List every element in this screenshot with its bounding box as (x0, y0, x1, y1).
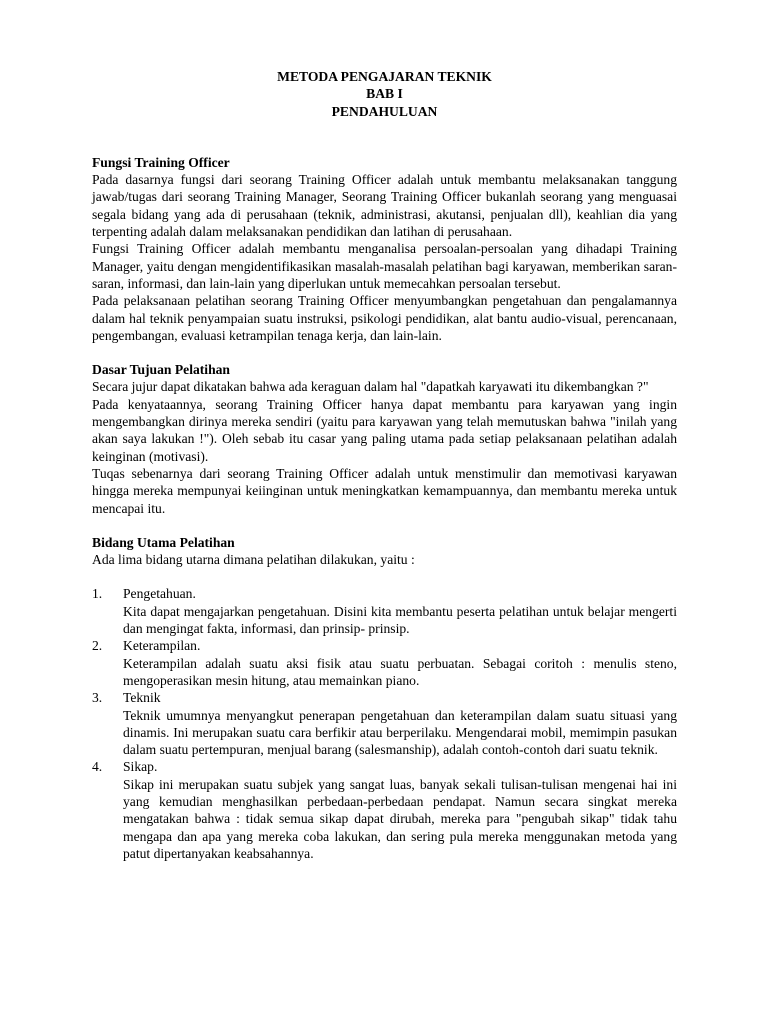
numbered-list (92, 585, 677, 862)
list-item-body (123, 637, 677, 689)
list-item (92, 758, 677, 862)
list-item-title: Keterampilan. (123, 638, 201, 654)
list-item-text: Kita dapat mengajarkan pengetahuan. Disini kita membantu peserta pelatihan untuk belajar mengerti dan mengingat fakta, informasi, dan prinsip- prinsip. (123, 603, 677, 637)
list-item-text: Keterampilan adalah suatu aksi fisik atau suatu perbuatan. Sebagai coritoh : menulis steno, mengoperasikan mesin hitung, atau memainkan piano. (123, 655, 677, 688)
list-number: 3. (92, 690, 103, 706)
section-fungsi-training-officer (92, 154, 677, 344)
section-bidang-utama-pelatihan (92, 534, 677, 862)
document-page (92, 68, 677, 879)
paragraph: Tuqas sebenarnya dari seorang Training Officer adalah untuk menstimulir dan memotivasi karyawan hingga mereka mempunyai keiinginan untuk meningkatkan kemampuannya, dan membantu mereka untuk mencapai itu. (92, 465, 677, 516)
section-heading: Dasar Tujuan Pelatihan (92, 362, 230, 378)
list-item (92, 585, 677, 637)
section-heading: Fungsi Training Officer (92, 154, 230, 170)
list-number: 1. (92, 586, 103, 602)
paragraph: Fungsi Training Officer adalah membantu menganalisa persoalan-persoalan yang dihadapi Training Manager, yaitu dengan mengidentifikasikan masalah-masalah pelatihan bagi karyawan, memberikan saran-saran, informasi, dan lain-lain yang diperlukan untuk memecahkan persoalan tersebut. (92, 241, 677, 291)
list-item-text: Teknik umumnya menyangkut penerapan pengetahuan dan keterampilan dalam suatu situasi yang dinamis. Ini merupakan suatu cara berfikir atau berperilaku. Mengendarai mobil, memimpin pasukan dalam suatu pertempuran, menjual barang (salesmanship), adalah contoh-contoh dari suatu teknik. (123, 707, 677, 758)
title-block (92, 68, 677, 120)
paragraph: Secara jujur dapat dikatakan bahwa ada keraguan dalam hal "dapatkah karyawati itu dikembangkan ?" (92, 379, 649, 395)
list-item-body (123, 585, 677, 637)
list-number: 2. (92, 638, 103, 654)
list-item-body (123, 689, 677, 758)
list-item-text: Sikap ini merupakan suatu subjek yang sangat luas, banyak sekali tulisan-tulisan mengenai hai ini yang kemudian menghasilkan perbedaan-perbedaan pendapat. Namun secara singkat mereka mengatakan bahwa : tidak semua sikap dapat dirubah, mereka para "pengubah sikap" tidak tahu mengapa dan apa yang mereka coba lakukan, dan sering pula mereka menggunakan metoda yang patut dipertanyakan keabsahannya. (123, 776, 677, 861)
section-dasar-tujuan-pelatihan (92, 361, 677, 517)
paragraph: Pada pelaksanaan pelatihan seorang Training Officer menyumbangkan pengetahuan dan pengalamannya dalam hal teknik penyampaian suatu instruksi, psikologi pendidikan, alat bantu audio-visual, perencanaan, pengembangan, evaluasi ketrampilan tenaga kerja, dan lain-lain. (92, 293, 677, 343)
list-item-title: Pengetahuan. (123, 586, 196, 602)
list-item-body (123, 758, 677, 862)
section-intro: Ada lima bidang utarna dimana pelatihan dilakukan, yaitu : (92, 552, 415, 568)
list-item (92, 637, 677, 689)
chapter-title: PENDAHULUAN (331, 103, 438, 119)
paragraph: Pada dasarnya fungsi dari seorang Training Officer adalah untuk membantu melaksanakan tanggung jawab/tugas dari seorang Training Manager, Seorang Training Officer bukanlah seorang yang menguasai segala bidang yang ada di perusahaan (teknik, administrasi, akutansi, penjualan dll), keahlian dia yang terpenting adalah dalam melaksanakan pendidikan dan latihan di perusahaan. (92, 172, 677, 240)
list-item (92, 689, 677, 758)
list-item-title: Sikap. (123, 759, 158, 775)
chapter-label: BAB I (366, 86, 403, 102)
document-title: METODA PENGAJARAN TEKNIK (277, 69, 492, 84)
list-item-title: Teknik (123, 690, 161, 706)
paragraph: Pada kenyataannya, seorang Training Officer hanya dapat membantu para karyawan yang ingin mengembangkan dirinya mereka sendiri (yaitu para karyawan yang telah memutuskan bahwa "inilah yang akan saya lakukan !"). Oleh sebab itu casar yang paling utama pada setiap pelaksanaan pelatihan adalah keinginan (motivasi). (92, 396, 677, 464)
list-number: 4. (92, 759, 103, 775)
section-heading: Bidang Utama Pelatihan (92, 534, 235, 550)
